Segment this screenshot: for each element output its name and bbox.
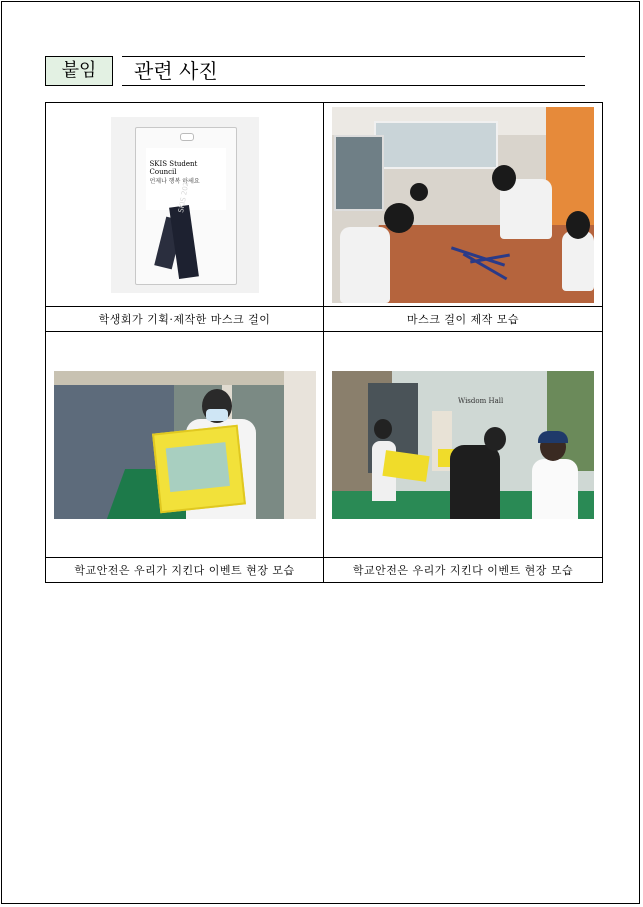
event-photo-2 — [332, 371, 594, 519]
caption-event-1: 학교안전은 우리가 지킨다 이벤트 현장 모습 — [46, 558, 324, 583]
event-sign — [382, 450, 429, 482]
student-a-head — [374, 419, 392, 439]
making-photo — [332, 107, 594, 303]
event-sign — [152, 424, 246, 513]
strap-print-text: SKIS 2020 — [176, 176, 191, 213]
student-b-head — [484, 427, 506, 451]
student-left — [340, 227, 390, 303]
wall — [284, 371, 316, 519]
photo-cell-event-1 — [46, 332, 324, 558]
face-mask — [206, 409, 228, 421]
wall-monitor — [334, 135, 384, 211]
photo-cell-event-2 — [324, 332, 603, 558]
wall-sign-text: Wisdom Hall — [458, 396, 504, 405]
mask-strap-photo — [111, 117, 259, 293]
caption-making: 마스크 걸이 제작 모습 — [324, 307, 603, 332]
student-back-head — [410, 183, 428, 201]
photo-cell-mask-strap — [46, 103, 324, 307]
orange-wall — [546, 107, 594, 227]
event-sign-panel — [165, 442, 229, 492]
attachment-label: 붙임 — [45, 56, 113, 86]
student-right — [562, 231, 594, 291]
teacher-body — [532, 459, 578, 519]
photo-cell-making — [324, 103, 603, 307]
card-brand-text: SKIS Student Council — [149, 159, 198, 176]
student-left-head — [384, 203, 414, 233]
caption-event-2: 학교안전은 우리가 지킨다 이벤트 현장 모습 — [324, 558, 603, 583]
photo-table — [45, 102, 603, 583]
section-title: 관련 사진 — [122, 56, 585, 86]
window — [374, 121, 498, 169]
student-right-head — [566, 211, 590, 239]
package-pouch — [135, 127, 237, 285]
corridor-roof — [54, 371, 316, 385]
caption-mask-strap: 학생회가 기획·제작한 마스크 걸이 — [46, 307, 324, 332]
card-message-text: 언제나 행복 하세요 — [149, 177, 200, 185]
student-center-head — [492, 165, 516, 191]
event-photo-1 — [54, 371, 316, 519]
student-b-body — [450, 445, 500, 519]
teacher-cap — [538, 431, 568, 443]
hang-hole — [180, 133, 194, 141]
